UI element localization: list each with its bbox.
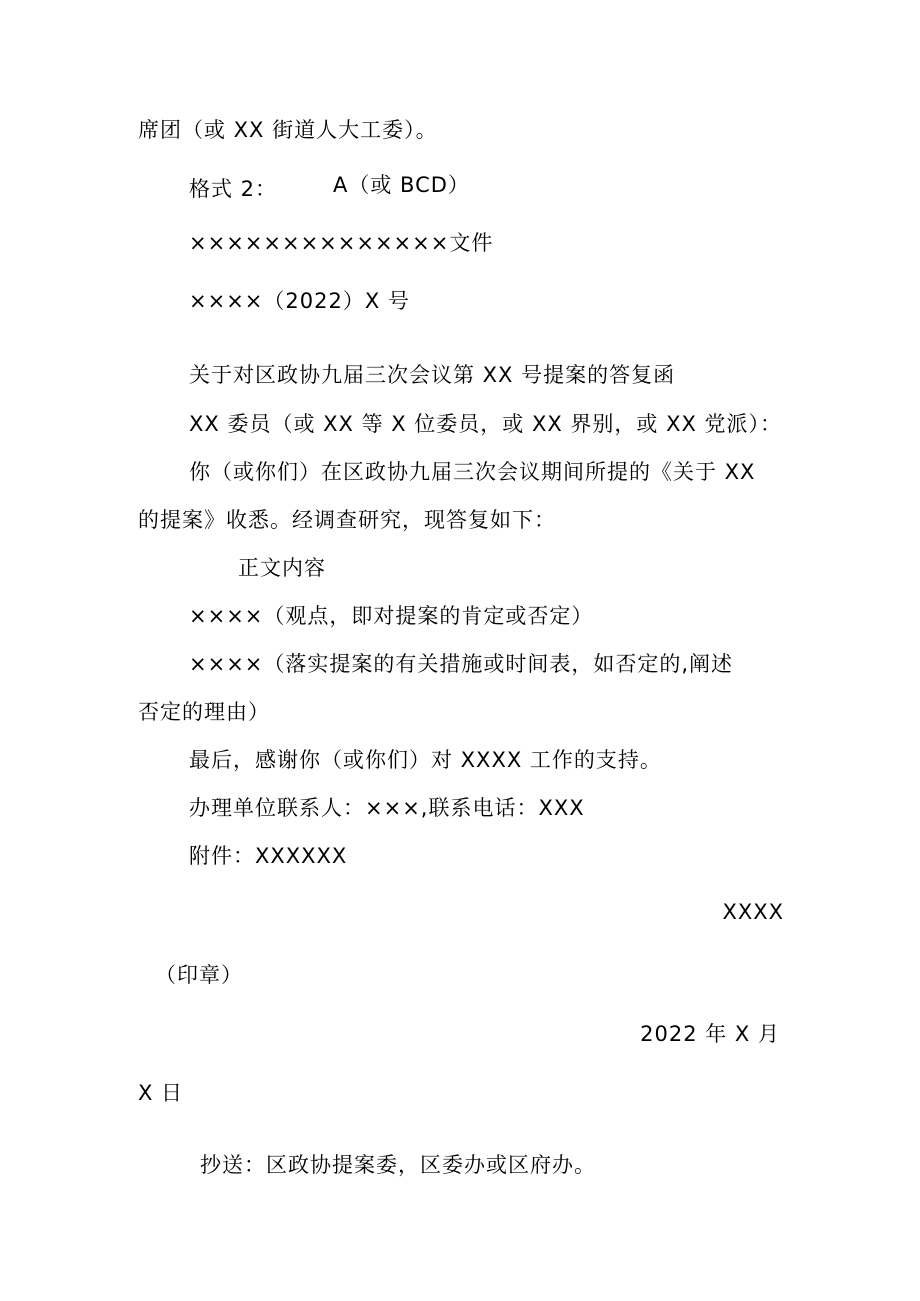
body-line-3: ××××（观点，即对提案的肯定或否定） [189, 604, 594, 628]
format-label: 格式 2： [189, 177, 278, 201]
document-title-line: ××××××××××××××文件 [189, 231, 494, 255]
cc-line: 抄送：区政协提案委，区委办或区府办。 [200, 1153, 596, 1177]
contact-line: 办理单位联系人：×××,联系电话：XXX [189, 796, 585, 820]
body-line-2: 的提案》收悉。经调查研究，现答复如下： [138, 508, 556, 532]
reply-title: 关于对区政协九届三次会议第 XX 号提案的答复函 [189, 363, 676, 387]
body-line-4: ××××（落实提案的有关措施或时间表，如否定的,阐述 [189, 652, 734, 676]
body-heading: 正文内容 [238, 556, 326, 580]
format-value: A（或 BCD） [333, 173, 470, 197]
date-day: X 日 [138, 1081, 184, 1105]
signature-unit: XXXX [722, 900, 784, 924]
salutation: XX 委员（或 XX 等 X 位委员，或 XX 界别，或 XX 党派）： [189, 412, 783, 436]
body-line-5: 否定的理由） [138, 700, 270, 724]
text-line-1: 席团（或 XX 街道人大工委）。 [138, 118, 438, 142]
body-line-1: 你（或你们）在区政协九届三次会议期间所提的《关于 XX [189, 460, 756, 484]
document-number: ××××（2022）X 号 [189, 289, 410, 313]
seal-placeholder: （印章） [155, 963, 243, 987]
date-year-month: 2022 年 X 月 [640, 1022, 780, 1046]
attachment-line: 附件：XXXXXX [189, 844, 348, 868]
thanks-line: 最后，感谢你（或你们）对 XXXX 工作的支持。 [189, 748, 662, 772]
